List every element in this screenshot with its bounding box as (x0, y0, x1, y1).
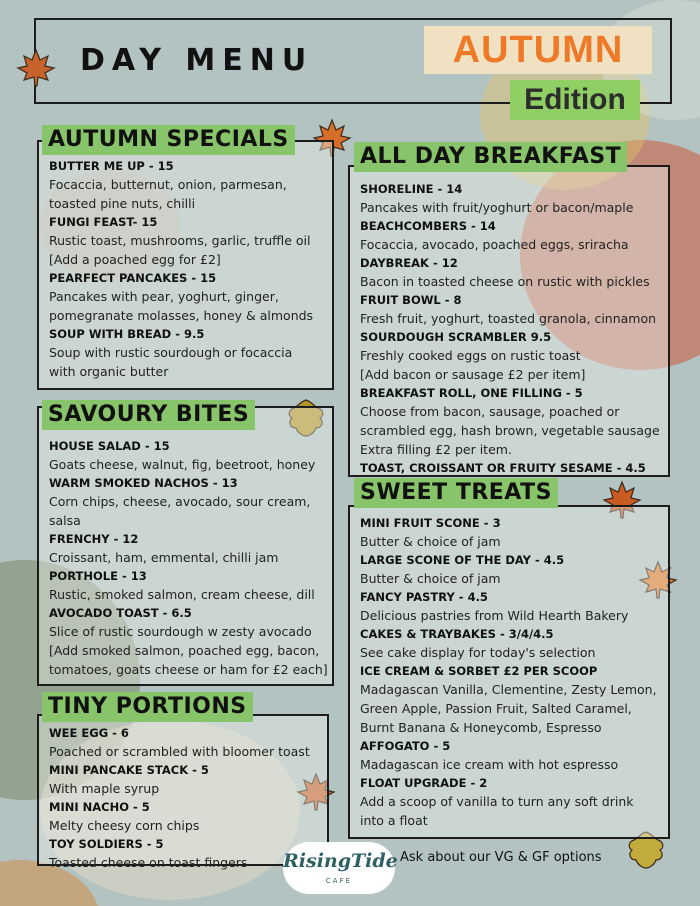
menu-item (360, 180, 660, 217)
menu-item-name: WEE EGG - 6 (49, 726, 129, 740)
menu-item (49, 604, 328, 679)
all-day-breakfast-list (360, 180, 660, 477)
maple-leaf-icon (14, 46, 58, 90)
menu-item-name: DAYBREAK - 12 (360, 256, 458, 270)
menu-item-name: BUTTER ME UP - 15 (49, 159, 174, 173)
section-title-sweet-treats: SWEET TREATS (354, 478, 558, 508)
menu-item (49, 437, 328, 474)
menu-item-name: BREAKFAST ROLL, ONE FILLING - 5 (360, 386, 583, 400)
menu-item (49, 567, 328, 604)
menu-item (360, 254, 660, 291)
menu-item-description: Butter & choice of jam (360, 571, 501, 586)
menu-item-description: See cake display for today's selection (360, 645, 596, 660)
menu-item-description: Focaccia, avocado, poached eggs, sriracha (360, 237, 629, 252)
menu-item-description: [Add a poached egg for £2] (49, 252, 221, 267)
menu-item-name: SHORELINE - 14 (360, 182, 463, 196)
menu-item-name: PORTHOLE - 13 (49, 569, 147, 583)
edition-label: Edition (510, 80, 640, 120)
menu-item (360, 774, 657, 830)
menu-item-description: Rustic, smoked salmon, cream cheese, dill (49, 587, 315, 602)
menu-item-name: MINI FRUIT SCONE - 3 (360, 516, 501, 530)
menu-item-description: with organic butter (49, 364, 169, 379)
menu-item (360, 514, 657, 551)
menu-item-description: Bacon in toasted cheese on rustic with pickles (360, 274, 650, 289)
menu-item-description: pomegranate molasses, honey & almonds (49, 308, 314, 323)
menu-item-name: PEARFECT PANCAKES - 15 (49, 271, 217, 285)
rising-tide-logo (283, 842, 398, 894)
menu-item (360, 662, 657, 737)
menu-item-description: [Add smoked salmon, poached egg, bacon, (49, 643, 320, 658)
menu-item-description: Rustic toast, mushrooms, garlic, truffle oil (49, 233, 311, 248)
menu-item-description: salsa (49, 513, 81, 528)
menu-item-description: Madagascan Vanilla, Clementine, Zesty Lemon, (360, 682, 657, 697)
menu-item-description: Pancakes with pear, yoghurt, ginger, (49, 289, 279, 304)
menu-item (49, 157, 313, 213)
menu-item-description: into a float (360, 813, 428, 828)
menu-item-name: BEACHCOMBERS - 14 (360, 219, 496, 233)
menu-item-description: Croissant, ham, emmental, chilli jam (49, 550, 279, 565)
menu-item (360, 217, 660, 254)
menu-item-name: MINI PANCAKE STACK - 5 (49, 763, 209, 777)
logo-subtitle: CAFE (325, 877, 353, 885)
tiny-portions-list (49, 724, 310, 872)
menu-item (360, 328, 660, 384)
page-title: DAY MENU (80, 43, 314, 78)
menu-item-name: FRUIT BOWL - 8 (360, 293, 462, 307)
menu-item-description: Burnt Banana & Honeycomb, Espresso (360, 720, 602, 735)
menu-item (49, 724, 310, 761)
menu-item-name: FLOAT UPGRADE - 2 (360, 776, 488, 790)
menu-item (49, 269, 313, 325)
menu-item-name: WARM SMOKED NACHOS - 13 (49, 476, 238, 490)
menu-item-description: Freshly cooked eggs on rustic toast (360, 348, 581, 363)
menu-item-name: MINI NACHO - 5 (49, 800, 150, 814)
menu-item-description: Fresh fruit, yoghurt, toasted granola, cinnamon (360, 311, 657, 326)
menu-item-name: SOUP WITH BREAD - 9.5 (49, 327, 205, 341)
menu-item-description: Goats cheese, walnut, fig, beetroot, honey (49, 457, 316, 472)
menu-item-name: AFFOGATO - 5 (360, 739, 451, 753)
menu-item-description: Poached or scrambled with bloomer toast (49, 744, 310, 759)
menu-item-description: Add a scoop of vanilla to turn any soft drink (360, 794, 634, 809)
menu-item-description: Madagascan ice cream with hot espresso (360, 757, 619, 772)
logo-wordmark: RisingTide (283, 850, 398, 872)
season-title: AUTUMN (424, 26, 652, 74)
section-title-all-day-breakfast: ALL DAY BREAKFAST (354, 142, 627, 172)
menu-item (49, 530, 328, 567)
menu-item-description: Soup with rustic sourdough or focaccia (49, 345, 293, 360)
sweet-treats-list (360, 514, 657, 830)
menu-item-description: Corn chips, cheese, avocado, sour cream, (49, 494, 311, 509)
menu-item-description: With maple syrup (49, 781, 160, 796)
menu-item-description: Extra filling £2 per item. (360, 442, 512, 457)
menu-item (360, 588, 657, 625)
menu-item-description: Focaccia, butternut, onion, parmesan, (49, 177, 287, 192)
menu-item (360, 551, 657, 588)
menu-item-name: SOURDOUGH SCRAMBLER 9.5 (360, 330, 552, 344)
menu-item-description: Green Apple, Passion Fruit, Salted Caramel, (360, 701, 632, 716)
menu-item-name: TOY SOLDIERS - 5 (49, 837, 164, 851)
menu-item-name: FUNGI FEAST- 15 (49, 215, 158, 229)
menu-item (49, 761, 310, 798)
menu-item-description: toasted pine nuts, chilli (49, 196, 196, 211)
menu-item-name: TOAST, CROISSANT OR FRUITY SESAME - 4.5 (360, 461, 646, 475)
menu-item-name: FANCY PASTRY - 4.5 (360, 590, 488, 604)
menu-item-name: HOUSE SALAD - 15 (49, 439, 170, 453)
menu-item-description: Choose from bacon, sausage, poached or (360, 404, 620, 419)
menu-item (49, 325, 313, 381)
menu-item (49, 213, 313, 269)
menu-item-description: tomatoes, goats cheese or ham for £2 each] (49, 662, 328, 677)
savoury-bites-list (49, 437, 328, 679)
menu-item-description: Pancakes with fruit/yoghurt or bacon/maple (360, 200, 634, 215)
section-title-tiny-portions: TINY PORTIONS (42, 692, 253, 722)
menu-item (360, 384, 660, 459)
menu-item-name: CAKES & TRAYBAKES - 3/4/4.5 (360, 627, 554, 641)
menu-item (49, 474, 328, 530)
menu-item (360, 459, 660, 477)
menu-item (360, 625, 657, 662)
menu-item-description: Delicious pastries from Wild Hearth Bakery (360, 608, 629, 623)
menu-item (49, 798, 310, 835)
section-title-autumn-specials: AUTUMN SPECIALS (42, 125, 295, 155)
menu-item (360, 737, 657, 774)
menu-item-description: Slice of rustic sourdough w zesty avocado (49, 624, 312, 639)
menu-item-description: Melty cheesy corn chips (49, 818, 200, 833)
menu-item-description: [Add bacon or sausage £2 per item] (360, 367, 586, 382)
menu-item-name: FRENCHY - 12 (49, 532, 139, 546)
menu-item-name: ICE CREAM & SORBET £2 PER SCOOP (360, 664, 598, 678)
menu-item-description: scrambled egg, hash brown, vegetable sausage (360, 423, 660, 438)
menu-item-name: AVOCADO TOAST - 6.5 (49, 606, 192, 620)
menu-item (49, 835, 310, 872)
menu-item-description: Butter & choice of jam (360, 534, 501, 549)
section-title-savoury-bites: SAVOURY BITES (42, 400, 255, 430)
menu-item-description: Toasted cheese on toast fingers (49, 855, 248, 870)
menu-item (360, 291, 660, 328)
autumn-specials-list (49, 157, 313, 381)
menu-item-name: LARGE SCONE OF THE DAY - 4.5 (360, 553, 565, 567)
dietary-options-note: Ask about our VG & GF options (400, 850, 602, 865)
